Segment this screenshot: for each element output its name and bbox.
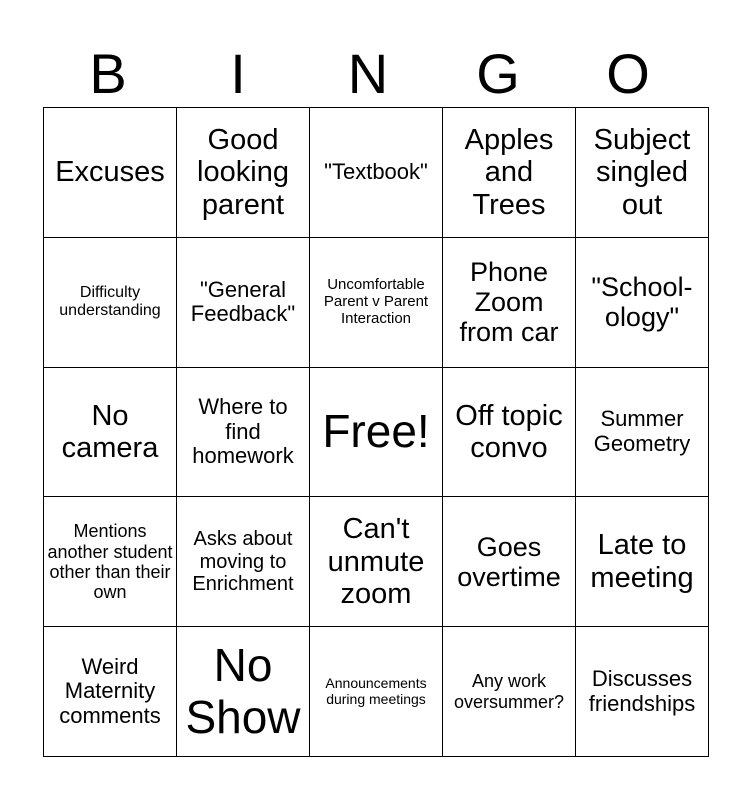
bingo-cell[interactable]: Good looking parent bbox=[177, 108, 310, 238]
bingo-cell[interactable]: Goes overtime bbox=[443, 497, 576, 627]
bingo-cell[interactable]: "General Feedback" bbox=[177, 237, 310, 367]
bingo-cell[interactable]: Any work oversummer? bbox=[443, 627, 576, 757]
header-letter-g: G bbox=[476, 42, 520, 105]
bingo-header bbox=[43, 40, 693, 108]
header-letter-o: O bbox=[606, 42, 650, 105]
bingo-cell[interactable]: Difficulty understanding bbox=[44, 237, 177, 367]
bingo-cell[interactable]: Uncomfortable Parent v Parent Interaction bbox=[310, 237, 443, 367]
bingo-card-grid bbox=[43, 107, 709, 757]
bingo-cell[interactable]: Announcements during meetings bbox=[310, 627, 443, 757]
bingo-cell[interactable]: Summer Geometry bbox=[576, 367, 709, 497]
grid-row bbox=[44, 497, 709, 627]
bingo-cell[interactable]: Asks about moving to Enrichment bbox=[177, 497, 310, 627]
bingo-cell[interactable]: Mentions another student other than their own bbox=[44, 497, 177, 627]
bingo-cell[interactable]: Off topic convo bbox=[443, 367, 576, 497]
bingo-cell[interactable]: "Textbook" bbox=[310, 108, 443, 238]
header-letter-i: I bbox=[230, 42, 246, 105]
bingo-cell[interactable]: "School-ology" bbox=[576, 237, 709, 367]
free-space-cell[interactable]: Free! bbox=[310, 367, 443, 497]
bingo-cell[interactable]: Excuses bbox=[44, 108, 177, 238]
bingo-cell[interactable]: No Show bbox=[177, 627, 310, 757]
grid-row bbox=[44, 108, 709, 238]
bingo-cell[interactable]: Weird Maternity comments bbox=[44, 627, 177, 757]
bingo-cell[interactable]: Can't unmute zoom bbox=[310, 497, 443, 627]
bingo-cell[interactable]: Discusses friendships bbox=[576, 627, 709, 757]
header-letter-n: N bbox=[347, 42, 389, 105]
grid-row bbox=[44, 367, 709, 497]
bingo-cell[interactable]: Apples and Trees bbox=[443, 108, 576, 238]
grid-row bbox=[44, 237, 709, 367]
bingo-cell[interactable]: Phone Zoom from car bbox=[443, 237, 576, 367]
bingo-cell[interactable]: Where to find homework bbox=[177, 367, 310, 497]
header-letter-b: B bbox=[89, 42, 127, 105]
bingo-cell[interactable]: Late to meeting bbox=[576, 497, 709, 627]
bingo-cell[interactable]: Subject singled out bbox=[576, 108, 709, 238]
grid-row bbox=[44, 627, 709, 757]
bingo-cell[interactable]: No camera bbox=[44, 367, 177, 497]
